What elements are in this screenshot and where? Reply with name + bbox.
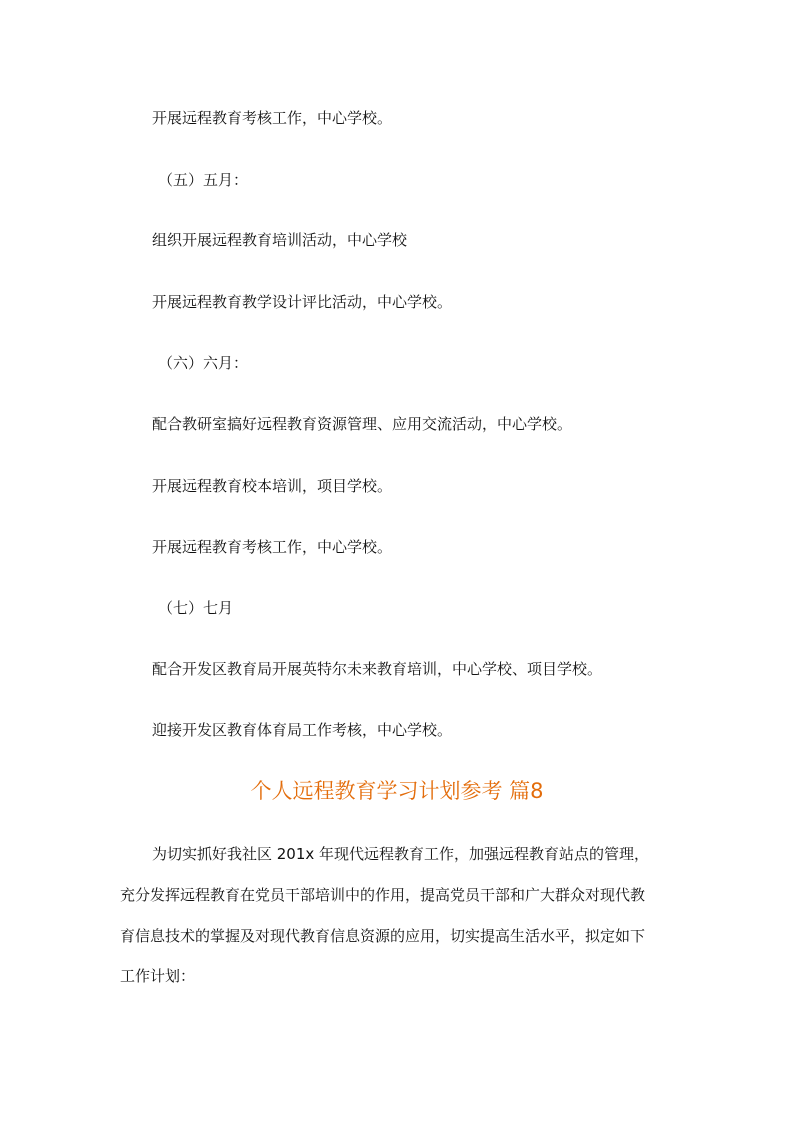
section-label-may: （五）五月： <box>158 171 249 189</box>
paragraph-line: 工作计划： <box>120 967 196 985</box>
section-heading: 个人远程教育学习计划参考 篇8 <box>250 779 544 803</box>
paragraph-line: 育信息技术的掌握及对现代教育信息资源的应用，切实提高生活水平，拟定如下 <box>120 927 646 945</box>
paragraph-line: 充分发挥远程教育在党员干部培训中的作用，提高党员干部和广大群众对现代教 <box>120 886 646 904</box>
text-line: 组织开展远程教育培训活动，中心学校 <box>152 231 408 249</box>
paragraph-line: 为切实抓好我社区 201x 年现代远程教育工作，加强远程教育站点的管理， <box>152 845 650 863</box>
text-line: 开展远程教育考核工作，中心学校。 <box>152 538 393 556</box>
text-line: 配合开发区教育局开展英特尔未来教育培训，中心学校、项目学校。 <box>152 660 603 678</box>
text-line: 配合教研室搞好远程教育资源管理、应用交流活动，中心学校。 <box>152 415 573 433</box>
text-line: 开展远程教育考核工作，中心学校。 <box>152 109 393 127</box>
text-line: 开展远程教育教学设计评比活动，中心学校。 <box>152 293 453 311</box>
section-label-july: （七）七月 <box>158 599 234 617</box>
intro-paragraph <box>120 844 680 984</box>
section-label-june: （六）六月： <box>158 354 249 372</box>
text-line: 迎接开发区教育体育局工作考核，中心学校。 <box>152 721 453 739</box>
text-line: 开展远程教育校本培训，项目学校。 <box>152 477 393 495</box>
